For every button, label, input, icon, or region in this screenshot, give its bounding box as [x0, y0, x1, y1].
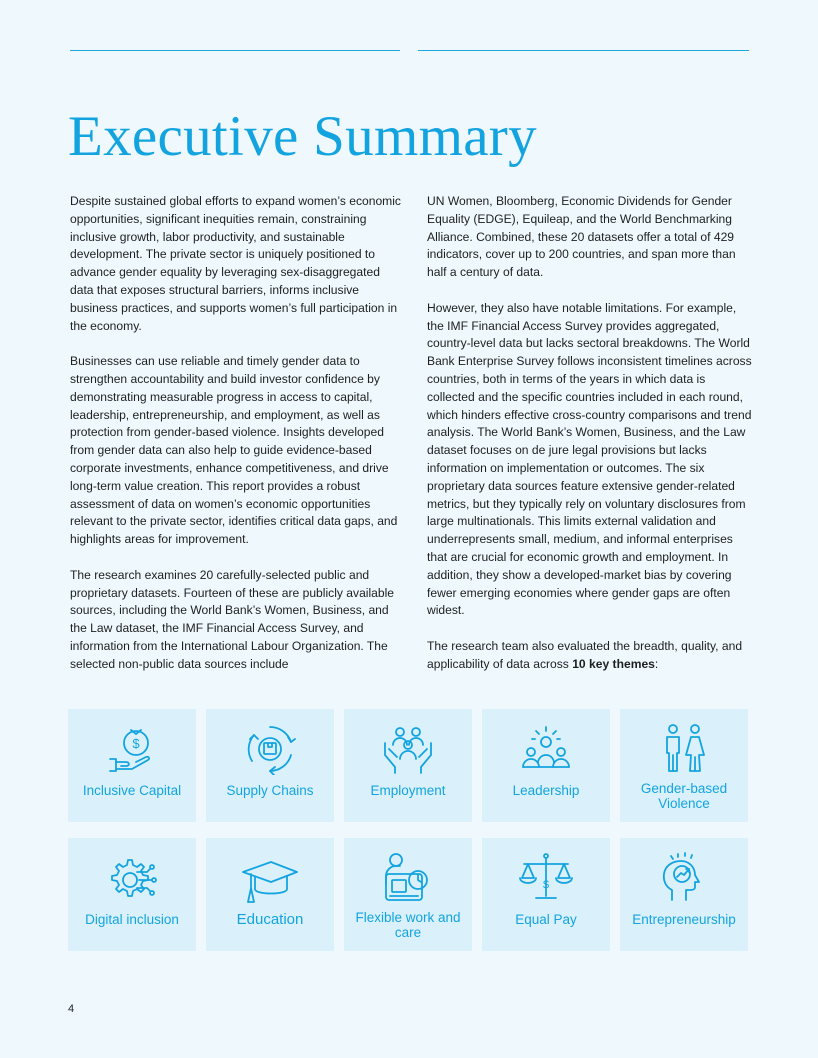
themes-row-1 [68, 709, 748, 822]
paragraph: Despite sustained global efforts to expand women’s economic opportunities, significant inequities remain, constraining inclusive growth, labor productivity, and sustainable development. The private sector is uniquely positioned to advance gender equality by leveraging sex-disaggregated data that exposes structural barriers, informs inclusive business practices, and supports women’s full participation in the economy. [70, 194, 401, 333]
theme-label: Flexible work and care [355, 910, 461, 940]
theme-tile-education [206, 838, 334, 951]
theme-label: Digital inclusion [85, 912, 179, 927]
page-title: Executive Summary [68, 105, 537, 168]
theme-tile-inclusive-capital [68, 709, 196, 822]
theme-label: Supply Chains [226, 783, 314, 798]
svg-text:$: $ [542, 879, 550, 891]
theme-label: Employment [370, 783, 446, 798]
paragraph: Businesses can use reliable and timely gender data to strengthen accountability and build investor confidence by demonstrating measurable progress in access to capital, leadership, entrepreneurship, and employment, as well as protection from gender-based violence. Insights developed from gender data can also help to guide evidence-based corporate investments, enhance competitiveness, and drive long-term value creation. This report provides a robust assessment of data on women’s economic opportunities relevant to the private sector, identifies critical data gaps, and highlights areas for improvement. [70, 354, 398, 547]
key-themes-count: 10 key themes [572, 656, 655, 671]
theme-tile-employment [344, 709, 472, 822]
head-growth-icon [658, 852, 710, 904]
theme-label: Inclusive Capital [82, 783, 182, 798]
theme-tile-flexible-work-and-care [344, 838, 472, 951]
theme-label: Entrepreneurship [632, 912, 736, 927]
theme-tile-supply-chains [206, 709, 334, 822]
paragraph: However, they also have notable limitations. For example, the IMF Financial Access Survey provides aggregated, country-level data but lacks sectoral breakdowns. The World Bank Enterprise Survey follows inconsistent timelines across countries, both in terms of the years in which data is collected and the specific countries included in each round, which hinders effective cross-country comparisons and trend analysis. The World Bank’s Women, Business, and the Law dataset focuses on de jure legal provisions but lacks information on implementation or outcomes. The six proprietary data sources feature extensive gender-related metrics, but they typically rely on voluntary disclosures from large multinationals. This limits external validation and underrepresents small, medium, and informal enterprises that are crucial for economic growth and employment. In addition, they show a developed-market bias by covering fewer emerging economies where gender gaps are often widest. [427, 300, 752, 618]
theme-label: Gender-based Violence [640, 781, 728, 811]
paragraph: UN Women, Bloomberg, Economic Dividends for Gender Equality (EDGE), Equileap, and the World Benchmarking Alliance. Combined, these 20 datasets offer a total of 429 indicators, cover up to 200 countries, and span more than half a century of data. [427, 194, 736, 280]
theme-tile-entrepreneurship [620, 838, 748, 951]
person-laptop-clock-icon [382, 852, 434, 904]
money-bag-hand-icon [106, 723, 158, 775]
page-number: 4 [68, 1003, 75, 1015]
graduation-cap-icon [241, 852, 299, 906]
top-rule-left [70, 50, 400, 51]
text-column-right [427, 193, 752, 691]
supply-chain-cycle-icon [244, 723, 296, 775]
theme-label: Equal Pay [515, 912, 577, 927]
theme-tile-equal-pay [482, 838, 610, 951]
theme-tile-gender-based-violence [620, 709, 748, 822]
closing-paragraph: The research team also evaluated the breadth, quality, and applicability of data across 10 key themes: [427, 638, 743, 671]
text-column-left [70, 193, 402, 691]
top-rule-right [418, 50, 749, 51]
balance-scale-icon [518, 852, 574, 904]
theme-label: Education [236, 911, 304, 928]
theme-tile-digital-inclusion [68, 838, 196, 951]
people-hands-icon [381, 723, 435, 775]
theme-tile-leadership [482, 709, 610, 822]
gear-circuit-icon [106, 852, 158, 904]
leader-group-icon [520, 723, 572, 775]
man-woman-icon [658, 723, 710, 775]
themes-row-2 [68, 838, 748, 951]
theme-label: Leadership [512, 783, 580, 798]
paragraph: The research examines 20 carefully-selected public and proprietary datasets. Fourteen of these are publicly available sources, including the World Bank’s Women, Business, and the Law dataset, the IMF Financial Access Survey, and information from the International Labour Organization. The selected non-public data sources include [70, 567, 395, 671]
svg-text:$: $ [132, 736, 140, 751]
